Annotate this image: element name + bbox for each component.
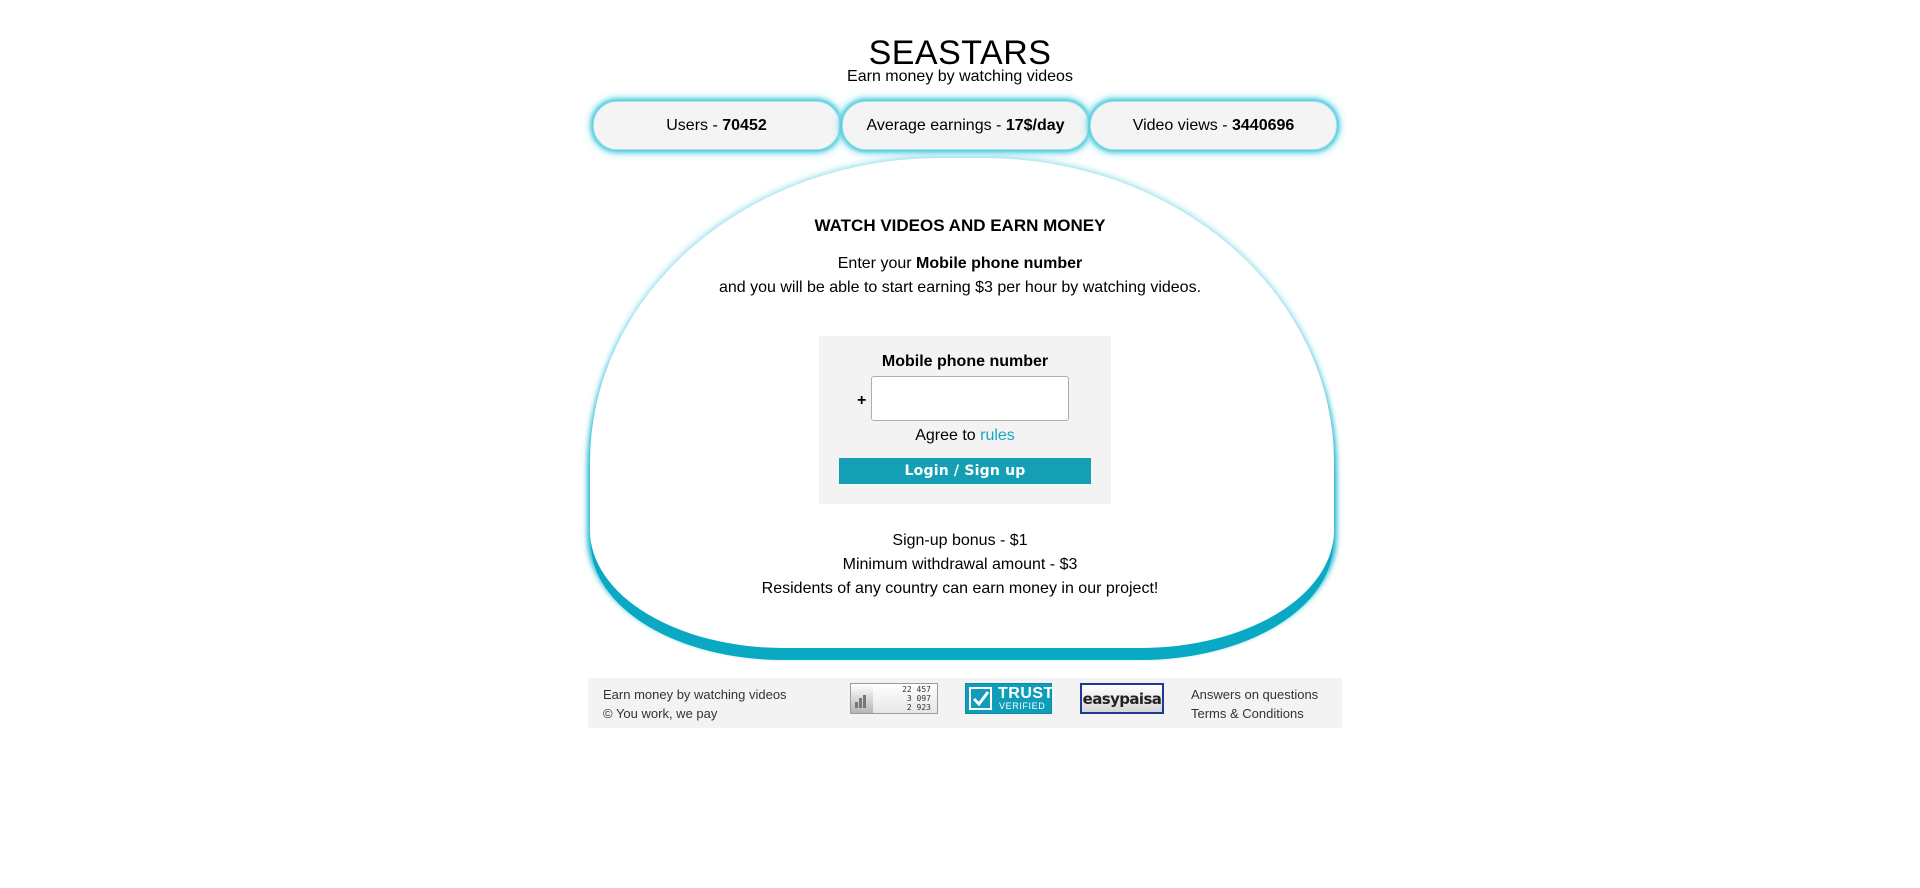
footer-copyright: © You work, we pay xyxy=(603,706,718,721)
stat-users-value: 70452 xyxy=(722,117,767,134)
stats-bar xyxy=(593,101,1339,148)
stat-users xyxy=(593,101,840,150)
trust-subtitle: VERIFIED xyxy=(999,701,1046,711)
main-heading: WATCH VIDEOS AND EARN MONEY xyxy=(814,216,1106,235)
counter-visits: 3 097 xyxy=(906,694,931,703)
stat-earnings-value: 17$/day xyxy=(1005,117,1065,134)
counter-views: 22 457 xyxy=(902,685,931,694)
footer-tagline: Earn money by watching videos xyxy=(603,687,787,702)
intro-line-1 xyxy=(0,255,1920,273)
intro-prefix: Enter your xyxy=(837,255,917,272)
checkmark-icon xyxy=(969,687,992,710)
counter-numbers xyxy=(902,685,931,712)
phone-input[interactable] xyxy=(871,376,1069,421)
answers-link[interactable]: Answers on questions xyxy=(1191,687,1319,702)
stat-video-views xyxy=(1090,101,1337,150)
login-form xyxy=(819,336,1111,504)
site-subtitle: Earn money by watching videos xyxy=(847,68,1073,85)
visitor-counter-badge[interactable] xyxy=(850,683,938,714)
bar-chart-icon xyxy=(855,694,867,708)
site-title: SEASTARS xyxy=(868,34,1052,72)
agree-prefix: Agree to xyxy=(915,427,981,444)
intro-bold: Mobile phone number xyxy=(916,255,1083,272)
trust-verified-badge[interactable] xyxy=(965,683,1052,714)
footer-left xyxy=(603,685,787,723)
phone-plus-prefix: + xyxy=(857,392,867,409)
info-min-withdrawal: Minimum withdrawal amount - $3 xyxy=(842,556,1078,573)
stat-users-label: Users - xyxy=(666,117,723,134)
rules-link[interactable]: rules xyxy=(980,427,1015,444)
stat-views-label: Video views - xyxy=(1132,117,1232,134)
footer-links xyxy=(1191,685,1318,723)
info-signup-bonus: Sign-up bonus - $1 xyxy=(892,532,1028,549)
stat-average-earnings xyxy=(842,101,1089,150)
counter-visitors: 2 923 xyxy=(906,703,931,712)
info-residents: Residents of any country can earn money in our project! xyxy=(761,580,1159,597)
terms-link[interactable]: Terms & Conditions xyxy=(1191,706,1304,721)
phone-label: Mobile phone number xyxy=(881,353,1049,370)
easypaisa-badge[interactable] xyxy=(1080,683,1164,714)
trust-title: TRUST xyxy=(998,685,1054,702)
easypaisa-logo-text: easypaisa xyxy=(1082,690,1162,708)
footer xyxy=(588,678,1342,728)
agree-line xyxy=(819,427,1111,445)
login-signup-button[interactable]: Login / Sign up xyxy=(839,458,1091,484)
stat-views-value: 3440696 xyxy=(1232,117,1295,134)
intro-line-2: and you will be able to start earning $3 per hour by watching videos. xyxy=(718,279,1202,296)
stat-earnings-label: Average earnings - xyxy=(866,117,1006,134)
